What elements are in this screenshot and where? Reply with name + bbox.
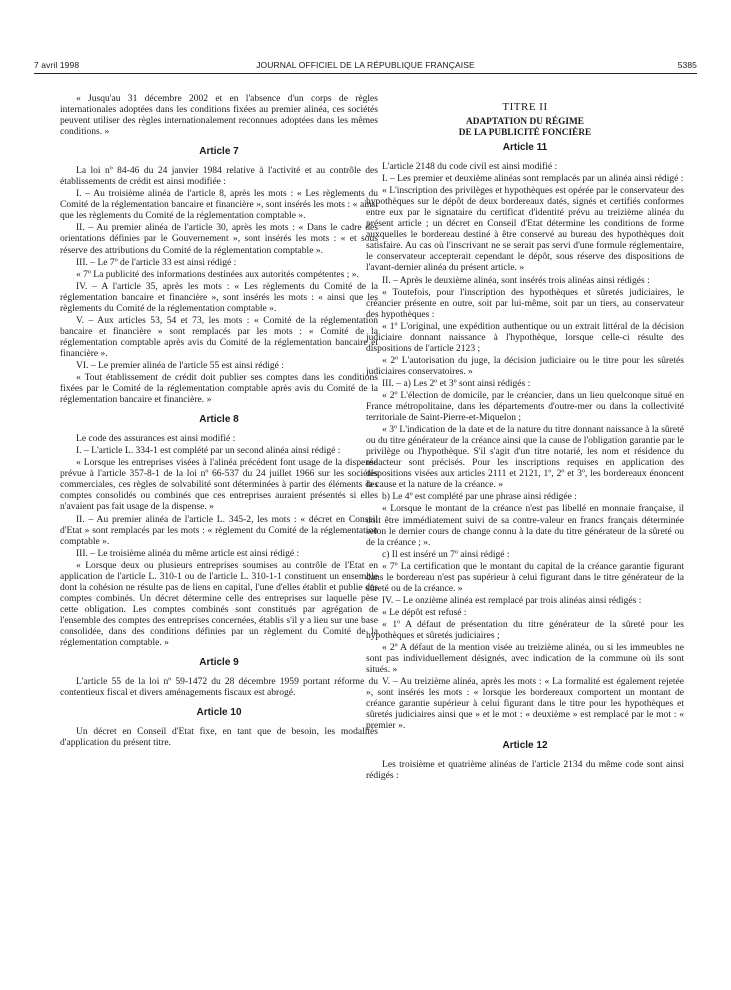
- paragraph: « 2º L'élection de domicile, par le créancier, dans un lieu quelconque situé en France métropolitaine, dans les départements d'outre-mer ou dans la collectivité territoriale de Saint-Pierre-et-Miquelon ;: [366, 389, 684, 424]
- paragraph: L'article 55 de la loi nº 59-1472 du 28 décembre 1959 portant réforme du contentieux fiscal et divers aménagements fiscaux est abrogé.: [60, 676, 378, 699]
- left-column: [60, 93, 378, 748]
- paragraph: « Lorsque les entreprises visées à l'alinéa précédent font usage de la dispense prévue à l'article 357-8-1 de la loi nº 66-537 du 24 juillet 1966 sur les sociétés commerciales, ces règles de solvabilité sont déterminées à partir des éléments des comptes consolidés ou combinés que ces entreprises auraient présentés si elles n'avaient pas fait usage de la dispense. »: [60, 457, 378, 513]
- paragraph: b) Le 4º est complété par une phrase ainsi rédigée :: [382, 491, 577, 503]
- paragraph: Le code des assurances est ainsi modifié :: [76, 433, 236, 445]
- paragraph: « Tout établissement de crédit doit publier ses comptes dans les conditions fixées par le Comité de la réglementation comptable après avis du Comité de la réglementation bancaire et financière. »: [60, 372, 378, 406]
- paragraph: IV. – Le onzième alinéa est remplacé par trois alinéas ainsi rédigés :: [382, 594, 642, 606]
- paragraph: c) Il est inséré un 7º ainsi rédigé :: [382, 548, 510, 560]
- subtitle-heading: ADAPTATION DU RÉGIME: [466, 117, 584, 128]
- page-header: [34, 60, 697, 72]
- paragraph: « 1º A défaut de présentation du titre générateur de la sûreté pour les hypothèques et sûretés judiciaires ;: [366, 618, 684, 641]
- paragraph: « 3º L'indication de la date et de la nature du titre donnant naissance à la sûreté ou du titre générateur de la créance ainsi que la cause de l'obligation garantie par le privilège ou l'hypothèque. S'il s'agit d'un titre notarié, les nom et résidence du rédacteur sont précisés. Pour les inscriptions requises en application des dispositions visées aux articles 2111 et 2121, 1º, 2º et 3º, les bordereaux énoncent la cause et la nature de la créance. »: [366, 424, 684, 491]
- paragraph: II. – Au premier alinéa de l'article L. 345-2, les mots : « décret en Conseil d'Etat » sont remplacés par les mots : « règlement du Comité de la réglementation comptable ».: [60, 513, 378, 547]
- article-heading: Article 7: [199, 146, 239, 158]
- article-heading: Article 11: [502, 142, 548, 154]
- article-heading: Article 10: [196, 707, 242, 719]
- paragraph: VI. – Le premier alinéa de l'article 55 est ainsi rédigé :: [76, 359, 284, 371]
- paragraph: « Lorsque le montant de la créance n'est pas libellé en monnaie française, il doit être immédiatement suivi de sa contre-valeur en francs français déterminée selon le dernier cours de change connu à la date du titre générateur de la sûreté ou de la créance ; ».: [366, 503, 684, 548]
- paragraph: III. – Le 7º de l'article 33 est ainsi rédigé :: [76, 256, 237, 268]
- title-heading: TITRE II: [502, 101, 548, 113]
- article-heading: Article 8: [199, 414, 239, 426]
- paragraph: V. – Au treizième alinéa, après les mots : « La formalité est également rejetée », sont insérés les mots : « lorsque les bordereaux comportent un montant de créance garantie supérieur à celui figurant dans le titre pour les hypothèques et sûretés judiciaires ainsi que » et le mot : « deuxième » est remplacé par le mot : « premier ».: [366, 676, 684, 732]
- paragraph: « 2º L'autorisation du juge, la décision judiciaire ou le titre pour les sûretés judiciaires conservatoires. »: [366, 354, 684, 377]
- paragraph: « Lorsque deux ou plusieurs entreprises soumises au contrôle de l'Etat en application de l'article L. 310-1 ou de l'article L. 310-1-1 constituent un ensemble dont la cohésion ne résulte pas de liens en capital, l'une d'elles établit et publie des comptes combinés. Un décret détermine celle des entreprises sur laquelle pèse cette obligation. Les comptes combinés sont constitués par agrégation de l'ensemble des comptes des entreprises concernées, établis s'il y a lieu sur une base consolidée, dans des conditions définies par un règlement du Comité de la réglementation comptable. »: [60, 559, 378, 649]
- subtitle-heading: DE LA PUBLICITÉ FONCIÈRE: [458, 128, 592, 139]
- paragraph: « 2º A défaut de la mention visée au treizième alinéa, ou si les immeubles ne sont pas individuellement désignés, avec indication de la commune où ils sont situés. »: [366, 642, 684, 676]
- article-heading: Article 9: [199, 657, 239, 669]
- header-page-number: 5385: [677, 60, 697, 70]
- header-journal-title: JOURNAL OFFICIEL DE LA RÉPUBLIQUE FRANÇAISE: [256, 60, 475, 70]
- paragraph: II. – Après le deuxième alinéa, sont insérés trois alinéas ainsi rédigés :: [382, 274, 650, 286]
- paragraph: V. – Aux articles 53, 54 et 73, les mots : « Comité de la réglementation bancaire et financière » sont remplacés par les mots : « Comité de la réglementation comptable après avis du Comité de la réglementation bancaire et financière ».: [60, 314, 378, 359]
- paragraph: « L'inscription des privilèges et hypothèques est opérée par le conservateur des hypothèques sur le dépôt de deux bordereaux datés, signés et certifiés conformes entre eux par le signataire du certificat d'identité prévu au treizième alinéa du présent article ; un décret en Conseil d'Etat détermine les conditions de forme auxquelles le bordereau destiné à être conservé au bureau des hypothèques doit satisfaire. Au cas où l'inscrivant ne se serait pas servi d'une formule réglementaire, le conservateur accepterait cependant le dépôt, sous réserve des dispositions de l'avant-dernier alinéa du présent article. »: [366, 185, 684, 274]
- paragraph: « Jusqu'au 31 décembre 2002 et en l'absence d'un corps de règles internationales adoptées dans les conditions fixées au premier alinéa, ces sociétés peuvent utiliser des règles internationalement reconnues adoptées dans les mêmes conditions. »: [60, 93, 378, 138]
- paragraph: I. – Au troisième alinéa de l'article 8, après les mots : « Les règlements du Comité de la réglementation bancaire et financière », sont insérés les mots : « ainsi que les règlements du Comité de la réglementation comptable ».: [60, 188, 378, 222]
- paragraph: III. – a) Les 2º et 3º sont ainsi rédigés :: [382, 377, 531, 389]
- paragraph: « 7º La certification que le montant du capital de la créance garantie figurant dans le bordereau n'est pas supérieur à celui figurant dans le titre générateur de la sûreté ou de la créance. »: [366, 560, 684, 594]
- paragraph: IV. – A l'article 35, après les mots : « Les règlements du Comité de la réglementation bancaire et financière », sont insérés les mots : « ainsi que les règlements du Comité de la réglementation comptable ».: [60, 280, 378, 314]
- paragraph: I. – L'article L. 334-1 est complété par un second alinéa ainsi rédigé :: [76, 445, 341, 457]
- paragraph: Un décret en Conseil d'Etat fixe, en tant que de besoin, les modalités d'application du présent titre.: [60, 726, 378, 749]
- paragraph: Les troisième et quatrième alinéas de l'article 2134 du même code sont ainsi rédigés :: [366, 759, 684, 782]
- paragraph: « Toutefois, pour l'inscription des hypothèques et sûretés judiciaires, le créancier présente en outre, soit par lui-même, soit par un tiers, au conservateur des hypothèques :: [366, 286, 684, 320]
- paragraph: « 7º La publicité des informations destinées aux autorités compétentes ; ».: [76, 268, 359, 280]
- paragraph: I. – Les premier et deuxième alinéas sont remplacés par un alinéa ainsi rédigé :: [382, 173, 684, 185]
- header-rule: [34, 73, 697, 74]
- paragraph: « Le dépôt est refusé :: [382, 606, 467, 618]
- header-date: 7 avril 1998: [34, 60, 80, 70]
- paragraph: « 1º L'original, une expédition authentique ou un extrait littéral de la décision judiciaire donnant naissance à l'hypothèque, lorsque celle-ci résulte des dispositions de l'article 2123 ;: [366, 320, 684, 354]
- paragraph: La loi nº 84-46 du 24 janvier 1984 relative à l'activité et au contrôle des établissements de crédit est ainsi modifiée :: [60, 165, 378, 188]
- article-heading: Article 12: [502, 740, 548, 752]
- paragraph: II. – Au premier alinéa de l'article 30, après les mots : « Dans le cadre des orientations définies par le Gouvernement », sont insérés les mots : « et sous réserve des attributions du Comité de la réglementation comptable ».: [60, 222, 378, 256]
- paragraph: III. – Le troisième alinéa du même article est ainsi rédigé :: [76, 547, 300, 559]
- paragraph: L'article 2148 du code civil est ainsi modifié :: [382, 161, 558, 173]
- right-column: [366, 93, 684, 781]
